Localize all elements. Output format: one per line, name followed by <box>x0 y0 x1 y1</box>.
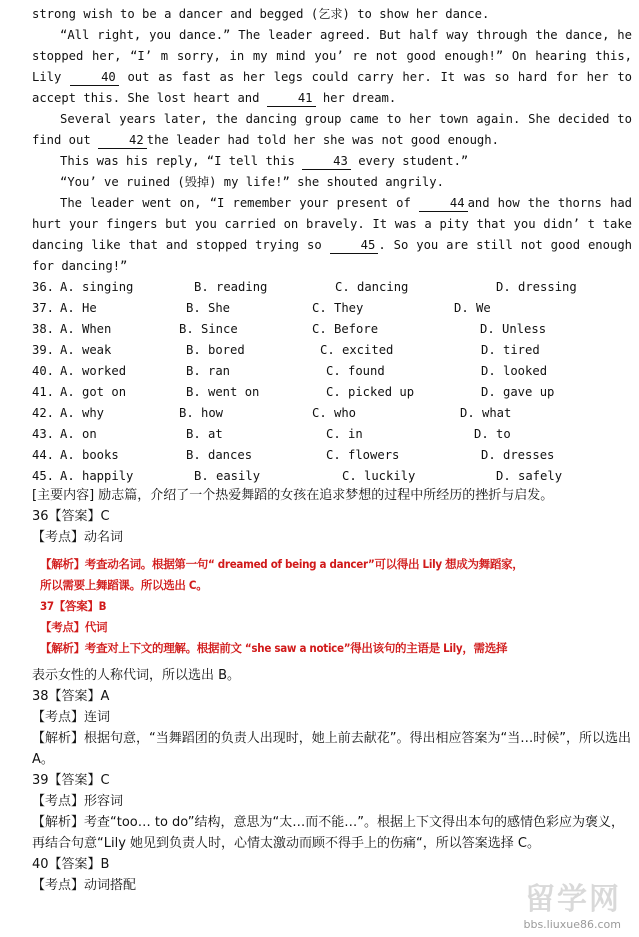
option-a: A. singing <box>60 280 134 294</box>
reading-passage <box>32 4 632 277</box>
option-b: B. bored <box>186 343 245 357</box>
passage-text: every student.” <box>358 154 469 168</box>
option-d: D. what <box>460 406 512 420</box>
question-number: 37. <box>32 301 55 315</box>
option-b: B. Since <box>179 322 238 336</box>
question-row <box>32 361 632 382</box>
option-d: D. tired <box>481 343 540 357</box>
option-d: D. looked <box>481 364 548 378</box>
passage-paragraph-5: “You’ ve ruined (毁掉) my life!” she shouted angrily. <box>60 175 444 189</box>
option-a: A. weak <box>60 343 112 357</box>
option-b: B. went on <box>186 385 260 399</box>
blank-42: 42 <box>98 133 147 149</box>
option-c: C. flowers <box>326 448 400 462</box>
blank-41: 41 <box>267 91 316 107</box>
option-b: B. at <box>186 427 223 441</box>
option-a: A. happily <box>60 469 134 483</box>
question-row <box>32 340 632 361</box>
question-number: 44. <box>32 448 55 462</box>
question-row <box>32 403 632 424</box>
summary-text: [主要内容] 励志篇，介绍了一个热爱舞蹈的女孩在追求梦想的过程中所经历的挫折与启发。 <box>32 488 554 503</box>
option-b: B. easily <box>194 469 261 483</box>
question-number: 39. <box>32 343 55 357</box>
passage-text: her dream. <box>322 91 397 105</box>
watermark-url: bbs.liuxue86.com <box>523 918 621 931</box>
option-a: A. worked <box>60 364 127 378</box>
passage-text: and how the thorns had hurt your fingers but you carried on bravely. It was a pity that you didn’ t take dancing like that and stopped trying so <box>32 196 632 252</box>
option-b: B. She <box>186 301 231 315</box>
option-b: B. ran <box>186 364 231 378</box>
option-c: C. excited <box>320 343 394 357</box>
passage-text: “All right, you dance.” The leader agreed. But half way through the dance, he stopped her, “I’ m sorry, in my mind you’ re not good enough!” On hearing this, Lily <box>32 28 632 84</box>
option-c: C. who <box>312 406 357 420</box>
passage-paragraph-6 <box>32 193 632 277</box>
blank-40: 40 <box>70 70 119 86</box>
passage-paragraph-4 <box>32 151 632 172</box>
option-d: D. gave up <box>481 385 555 399</box>
option-d: D. Unless <box>480 322 547 336</box>
analysis-38: 【解析】根据句意，“当舞蹈团的负责人出现时，她上前去献花”。得出相应答案为“当…时候”，所以选出 A。 <box>32 731 631 767</box>
question-number: 38. <box>32 322 55 336</box>
passage-text: The leader went on, “I remember your present of <box>60 196 411 210</box>
question-number: 43. <box>32 427 55 441</box>
option-c: C. Before <box>312 322 379 336</box>
option-a: A. why <box>60 406 105 420</box>
passage-text: This was his reply, “I tell this <box>60 154 295 168</box>
option-c: C. luckily <box>342 469 416 483</box>
point-37: 【考点】代词 <box>40 620 108 634</box>
question-number: 36. <box>32 280 55 294</box>
passage-line-1: strong wish to be a dancer and begged (乞求) to show her dance. <box>32 7 490 21</box>
question-number: 42. <box>32 406 55 420</box>
option-b: B. dances <box>186 448 253 462</box>
analysis-37-line-1: 【解析】考查对上下文的理解。根据前文 “she saw a notice”得出该句的主语是 Lily，需选择 <box>40 641 508 655</box>
question-number: 41. <box>32 385 55 399</box>
point-40: 【考点】动词搭配 <box>32 878 137 893</box>
option-d: D. dresses <box>481 448 555 462</box>
answer-39: 39【答案】C <box>32 773 110 788</box>
blank-45: 45 <box>330 238 379 254</box>
option-d: D. to <box>474 427 511 441</box>
question-row <box>32 382 632 403</box>
watermark-logo-text: 留学网 <box>525 882 621 917</box>
analysis-36-line-1: 【解析】考查动名词。根据第一句“ dreamed of being a dancer”可以得出 Lily 想成为舞蹈家， <box>40 557 524 571</box>
passage-text: Several years later, the dancing group came to her town again. She decided to find out <box>32 112 632 147</box>
analysis-39: 【解析】考查“too… to do”结构，意思为“太…而不能…”。根据上下文得出本句的感情色彩应为褒义，再结合句意“Lily 她见到负责人时，心情太激动而顾不得手上的伤痛“，所以答案选择 C。 <box>32 815 625 851</box>
answer-37: 37【答案】B <box>40 599 107 613</box>
question-row <box>32 466 632 487</box>
option-c: C. found <box>326 364 385 378</box>
answer-38: 38【答案】A <box>32 689 110 704</box>
question-options <box>32 277 632 487</box>
question-number: 40. <box>32 364 55 378</box>
option-d: D. We <box>454 301 491 315</box>
option-b: B. how <box>179 406 224 420</box>
blank-43: 43 <box>302 154 351 170</box>
question-number: 45. <box>32 469 55 483</box>
analysis-36-line-2: 所以需要上舞蹈课。所以选出 C。 <box>40 578 208 592</box>
point-38: 【考点】连词 <box>32 710 111 725</box>
passage-text: out as fast as her legs could carry her. It was so hard for her to accept this. She lost heart and <box>32 70 633 105</box>
passage-paragraph-2 <box>32 25 632 109</box>
option-c: C. picked up <box>326 385 415 399</box>
question-row <box>32 298 632 319</box>
question-row <box>32 319 632 340</box>
option-c: C. They <box>312 301 364 315</box>
passage-text: . So you are still not good enough for dancing!” <box>32 238 632 273</box>
question-row <box>32 424 632 445</box>
answer-40: 40【答案】B <box>32 857 110 872</box>
option-a: A. When <box>60 322 112 336</box>
point-36: 【考点】动名词 <box>32 530 124 545</box>
red-scanned-block <box>32 554 632 659</box>
option-a: A. He <box>60 301 97 315</box>
option-a: A. got on <box>60 385 127 399</box>
question-row <box>32 277 632 298</box>
passage-paragraph-3 <box>32 109 632 151</box>
site-watermark <box>523 874 621 931</box>
question-row <box>32 445 632 466</box>
answer-key <box>32 485 632 896</box>
option-a: A. books <box>60 448 119 462</box>
option-c: C. in <box>326 427 363 441</box>
blank-44: 44 <box>419 196 468 212</box>
option-d: D. dressing <box>496 280 577 294</box>
answer-36: 36【答案】C <box>32 509 110 524</box>
option-c: C. dancing <box>335 280 409 294</box>
option-a: A. on <box>60 427 97 441</box>
passage-text: the leader had told her she was not good enough. <box>146 133 499 147</box>
option-b: B. reading <box>194 280 268 294</box>
analysis-37-line-2: 表示女性的人称代词，所以选出 B。 <box>32 668 241 683</box>
option-d: D. safely <box>496 469 563 483</box>
point-39: 【考点】形容词 <box>32 794 124 809</box>
